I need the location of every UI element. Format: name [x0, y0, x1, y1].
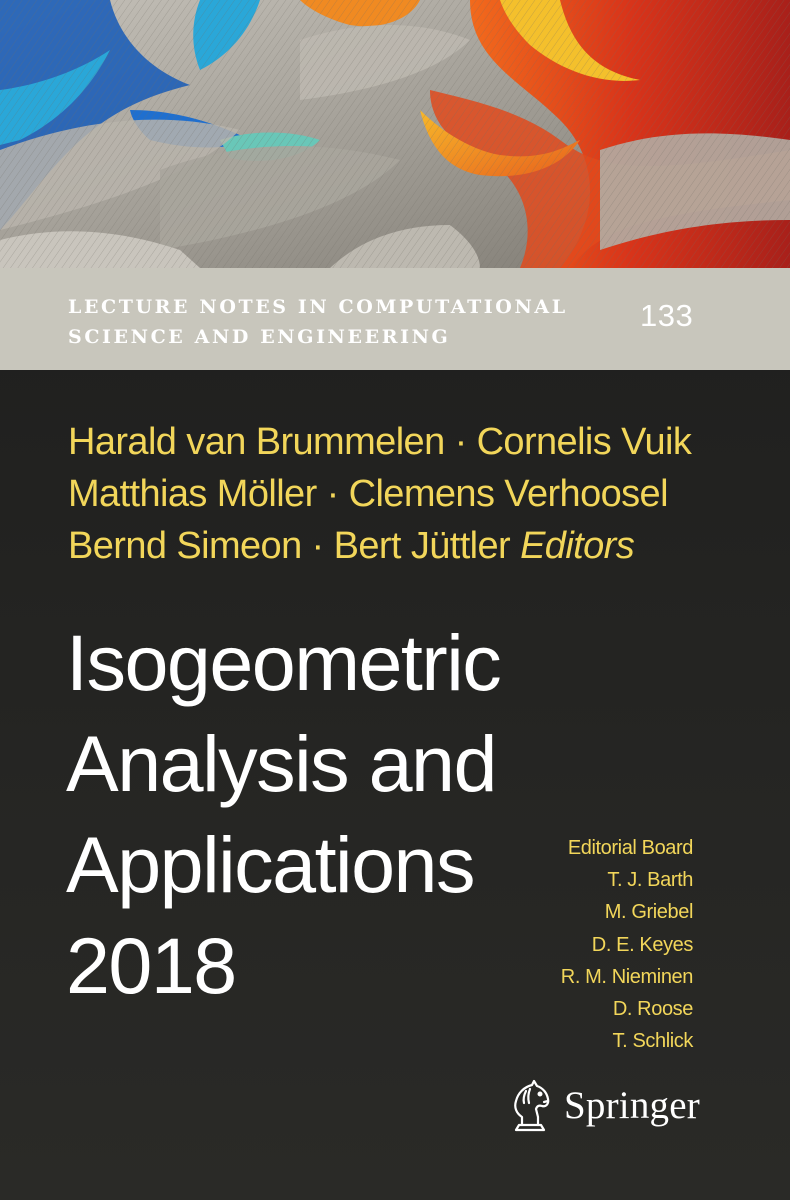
springer-horse-icon [508, 1077, 554, 1133]
book-title [66, 612, 586, 1016]
series-title [68, 292, 608, 352]
editors-role-label: Editors [520, 525, 635, 567]
editors-line-2: Matthias Möller · Clemens Verhoosel [68, 473, 668, 515]
editorial-board-member: D. Roose [612, 998, 693, 1021]
simulation-image [0, 0, 790, 268]
book-title-line-4: 2018 [66, 921, 236, 1010]
series-title-line-2: SCIENCE AND ENGINEERING [68, 326, 451, 348]
book-title-line-1: Isogeometric [66, 618, 501, 707]
series-title-line-1: LECTURE NOTES IN COMPUTATIONAL [68, 296, 568, 318]
editorial-board-member: R. M. Nieminen [560, 965, 693, 988]
volume-number: 133 [640, 298, 694, 333]
editorial-board-member: T. J. Barth [607, 869, 693, 892]
book-title-line-2: Analysis and [66, 719, 496, 808]
editors-line-3-names: Bernd Simeon · Bert Jüttler [68, 525, 521, 567]
editorial-board [561, 832, 693, 1057]
editors-line-1: Harald van Brummelen · Cornelis Vuik [68, 421, 692, 463]
book-title-line-3: Applications [66, 820, 474, 909]
editorial-board-member: D. E. Keyes [591, 933, 693, 956]
editorial-board-heading: Editorial Board [567, 837, 693, 859]
publisher-logo [508, 1074, 700, 1136]
editorial-board-member: M. Griebel [604, 901, 693, 924]
editors-block [68, 416, 748, 572]
editors-line-3 [68, 520, 748, 572]
editorial-board-member: T. Schlick [612, 1030, 693, 1053]
cover-artwork [0, 0, 790, 268]
publisher-name: Springer [564, 1083, 700, 1127]
